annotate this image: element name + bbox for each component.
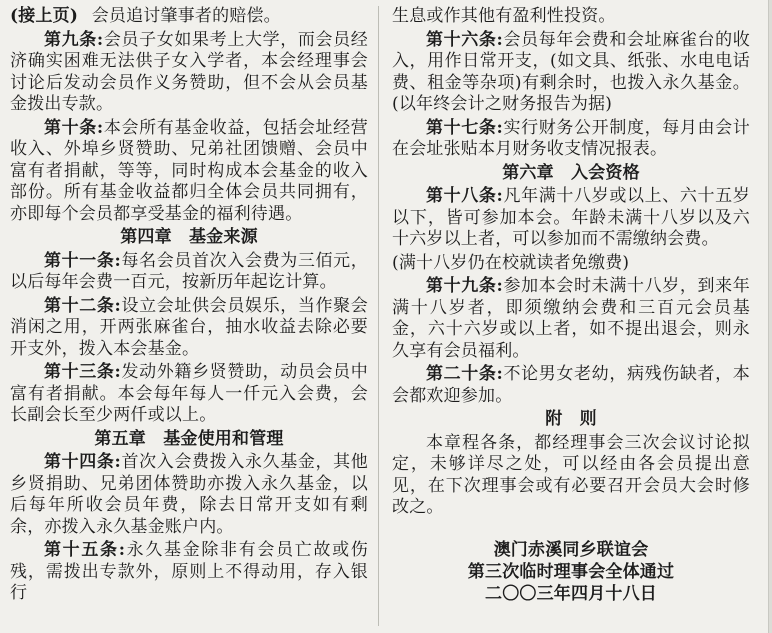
article-10-label: 第十条: (44, 117, 104, 138)
article-16 (392, 30, 750, 116)
article-16-text: 会员每年会费和会址麻雀台的收入，用作日常开支，(如文具、纸张、水电电话费、租金等杂项)有剩余时，也拨入永久基金。(以年终会计之财务报告为据) (392, 29, 750, 114)
article-20-label: 第二十条: (426, 364, 504, 384)
article-12-text: 设立会址供会员娱乐，当作聚会消闲之用，开两张麻雀台，抽水收益去除必要开支外，拨入本会基金。 (10, 295, 368, 359)
article-12 (10, 296, 368, 361)
appendix-heading: 附 则 (545, 409, 597, 429)
article-18-text: 凡年满十八岁或以上、六十五岁以下，皆可参加本会。年龄未满十八岁以及六十六岁以上者，可以参加而不需缴纳会费。 (392, 186, 750, 249)
article-15 (10, 540, 368, 605)
article-10 (10, 118, 368, 226)
signature-organization: 澳门赤溪同乡联谊会 (493, 539, 649, 560)
article-13-text: 发动外籍乡贤赞助，动员会员中富有者捐献。本会每年每人一仟元入会费，会长副会长至少两仟或以上。 (10, 362, 368, 425)
article-11 (10, 251, 368, 294)
article-9-text: 会员子女如果考上大学，而会员经济确实困难无法供子女入学者，本会经理事会讨论后发动会员作义务赞助，但不会从会员基金拨出专款。 (10, 29, 369, 114)
signature-meeting: 第三次临时理事会全体通过 (467, 561, 675, 582)
article-16-label: 第十六条: (426, 29, 504, 50)
signature-date: 二〇〇三年四月十八日 (485, 583, 657, 604)
article-18-note: (满十八岁仍在校就读者免缴费) (392, 252, 630, 273)
chapter-6-heading: 第六章 入会资格 (502, 162, 640, 183)
article-9-label: 第九条: (44, 29, 104, 50)
article-19-text: 参加本会时未满十八岁，到来年满十八岁者，即须缴纳会费和三百元会员基金，六十六岁或以上者，如不提出退会，则永久享有会员福利。 (392, 276, 750, 361)
article-20-text: 不论男女老幼，病残伤缺者，本会都欢迎参加。 (392, 364, 750, 406)
article-10-text: 本会所有基金收益，包括会址经营收入、外埠乡贤赞助、兄弟社团馈赠、会员中富有者捐献，等等，同时构成本会基金的收入部份。所有基金收益都归全体会员共同拥有，亦即每个会员都享受基金的福利待遇。 (10, 117, 369, 224)
article-20 (392, 364, 750, 407)
article-14 (10, 452, 368, 538)
article-17-label: 第十七条: (426, 117, 504, 138)
article-13-label: 第十三条: (44, 362, 122, 382)
article-17-text: 实行财务公开制度，每月由会计在会址张贴本月财务收支情况报表。 (392, 117, 750, 159)
article-15-continuation: 生息或作其他有盈利性投资。 (392, 6, 616, 26)
article-18-label: 第十八条: (426, 186, 504, 206)
article-15-label: 第十五条: (44, 540, 126, 560)
column-divider (378, 6, 379, 626)
article-12-label: 第十二条: (44, 295, 122, 316)
article-18 (392, 186, 750, 251)
article-19-label: 第十九条: (426, 276, 504, 296)
article-19 (392, 276, 750, 362)
article-9 (10, 30, 368, 116)
article-17 (392, 118, 750, 161)
continuation-text: 会员追讨肇事者的赔偿。 (91, 6, 281, 26)
chapter-4-heading: 第四章 基金来源 (120, 227, 258, 247)
article-13 (10, 362, 368, 427)
chapter-5-heading: 第五章 基金使用和管理 (94, 428, 284, 449)
article-14-text: 首次入会费拨入永久基金，其他乡贤捐助、兄弟团体赞助亦拨入永久基金，以后每年所收会员年费，除去日常开支如有剩余，亦拨入永久基金账户内。 (10, 452, 368, 537)
right-column (392, 6, 750, 605)
continuation-paragraph (10, 6, 368, 28)
article-14-label: 第十四条: (44, 452, 122, 472)
continued-marker: (接上页) (10, 6, 79, 26)
left-column (10, 6, 368, 607)
article-15-text: 永久基金除非有会员亡故或伤残，需拨出专款外，原则上不得动用，存入银行 (10, 540, 368, 603)
appendix-text: 本章程各条，都经理事会三次会议讨论拟定，未够详尽之处，可以经由各会员提出意见，在下次理事会或有必要召开会员大会时修改之。 (392, 432, 750, 517)
article-11-label: 第十一条: (44, 250, 122, 271)
article-11-text: 每名会员首次入会费为三佰元，以后每年会费一百元，按新历年起讫计算。 (10, 250, 368, 292)
